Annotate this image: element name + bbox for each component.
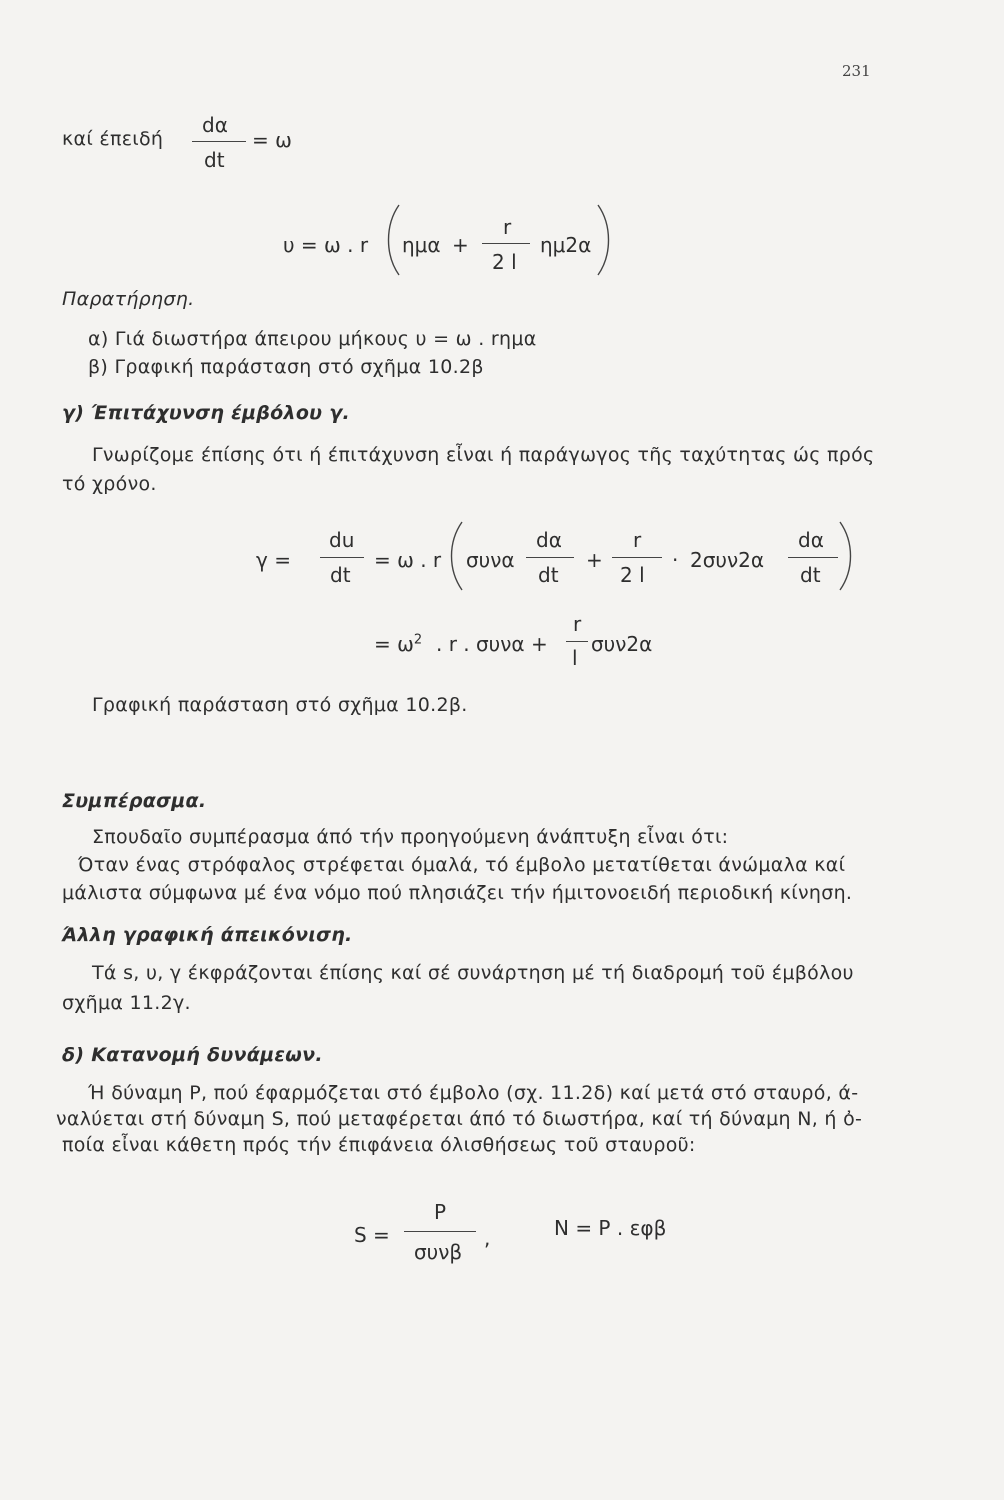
conclusion-line3: μάλιστα σύμφωνα μέ ένα νόμο πού πλησιάζει τήν ήμιτονοειδή περιοδική κίνηση. (62, 882, 853, 904)
section-d-line3: ποία εἶναι κάθετη πρός τήν έπιφάνεια όλισθήσεως τοῦ σταυροῦ: (62, 1134, 696, 1156)
eq3-frac4-bar (788, 557, 838, 558)
remark-item-a: α) Γιά διωστήρα άπειρου μήκους υ = ω . rημα (88, 328, 537, 350)
remark-item-b: β) Γραφική παράσταση στό σχῆμα 10.2β (88, 356, 484, 378)
other-graph-line2: σχῆμα 11.2γ. (62, 992, 191, 1014)
eq3-frac2-den: dt (538, 563, 559, 587)
section-d-line2: ναλύεται στή δύναμη S, πού μεταφέρεται άπό τό διωστήρα, καί τή δύναμη Ν, ή ὀ- (56, 1108, 863, 1130)
eq3-frac4-den: dt (800, 563, 821, 587)
eq3-frac1-den: dt (330, 563, 351, 587)
other-graph-line1: Τά s, υ, γ έκφράζονται έπίσης καί σέ συνάρτηση μέ τή διαδρομή τοῦ έμβόλου (92, 962, 854, 984)
eq4-eq-text: = ω (374, 632, 414, 656)
eq4-frac-den: l (572, 646, 578, 670)
eq3-frac3-den: 2 l (620, 563, 645, 587)
eq3-frac2-bar (526, 557, 574, 558)
eq2-term1: ημα (402, 233, 441, 257)
remark-heading: Παρατήρηση. (62, 288, 195, 310)
eq3-plus: + (586, 548, 603, 572)
eq3-frac2-num: dα (536, 528, 562, 552)
eq5-fraction-bar (404, 1231, 476, 1232)
eq2-term2: ημ2α (540, 233, 592, 257)
eq5-frac-num: P (434, 1200, 447, 1224)
eq4-rest: . r . συνα + (436, 632, 548, 656)
eq1-prefix: καί έπειδή (62, 128, 164, 150)
conclusion-line2: Όταν ένας στρόφαλος στρέφεται όμαλά, τό έμβολο μετατίθεται άνώμαλα καί (78, 854, 846, 876)
eq2-frac-num: r (503, 215, 512, 239)
eq1-fraction-bar (192, 141, 246, 142)
conclusion-line1: Σπουδαῖο συμπέρασμα άπό τήν προηγούμενη άνάπτυξη εἶναι ότι: (92, 826, 729, 848)
section-d-heading: δ) Κατανομή δυνάμεων. (62, 1044, 323, 1066)
eq4-superscript: 2 (413, 632, 423, 648)
eq1-denominator: dt (204, 148, 225, 172)
section-c-para-line1: Γνωρίζομε έπίσης ότι ή έπιτάχυνση εἶναι ή παράγωγος τῆς ταχύτητας ώς πρός (92, 444, 875, 466)
eq5-lhs: S = (354, 1223, 390, 1247)
eq3-frac3-num: r (633, 528, 642, 552)
eq5-frac-den: συνβ (414, 1240, 463, 1264)
eq2-lhs: υ = ω . r (283, 233, 369, 257)
eq3-left-paren (448, 520, 464, 592)
eq3-term1: συνα (466, 548, 515, 572)
eq3-term2: 2συν2α (690, 548, 765, 572)
eq2-left-paren (385, 203, 401, 277)
eq3-right-paren (838, 520, 854, 592)
eq5-comma: , (484, 1226, 491, 1250)
eq4-eq (374, 632, 422, 656)
eq3-frac1-num: du (329, 528, 355, 552)
eq4-frac-num: r (573, 612, 582, 636)
eq4-term: συν2α (591, 632, 653, 656)
eq2-right-paren (596, 203, 612, 277)
other-graph-heading: Άλλη γραφική άπεικόνιση. (62, 924, 353, 946)
section-c-heading: γ) Έπιτάχυνση έμβόλου γ. (62, 402, 350, 424)
eq2-fraction-bar (482, 243, 530, 244)
eq3-frac4-num: dα (798, 528, 824, 552)
section-c-para-line2: τό χρόνο. (62, 473, 157, 495)
eq3-lhs: γ = (256, 548, 291, 572)
graph-note: Γραφική παράσταση στό σχῆμα 10.2β. (92, 694, 468, 716)
eq4-fraction-bar (566, 641, 588, 642)
eq2-plus: + (452, 233, 469, 257)
eq3-mid: = ω . r (374, 548, 442, 572)
eq3-frac1-bar (320, 557, 364, 558)
eq1-numerator: dα (202, 113, 228, 137)
eq1-rhs: = ω (252, 128, 292, 152)
eq2-frac-den: 2 l (492, 250, 517, 274)
page-number: 231 (842, 62, 871, 80)
eq5-second: N = P . εφβ (554, 1216, 667, 1240)
eq3-dot: · (672, 548, 679, 572)
eq3-frac3-bar (612, 557, 662, 558)
conclusion-heading: Συμπέρασμα. (62, 790, 207, 812)
section-d-line1: Ή δύναμη Ρ, πού έφαρμόζεται στό έμβολο (σχ. 11.2δ) καί μετά στό σταυρό, ά- (88, 1082, 859, 1104)
